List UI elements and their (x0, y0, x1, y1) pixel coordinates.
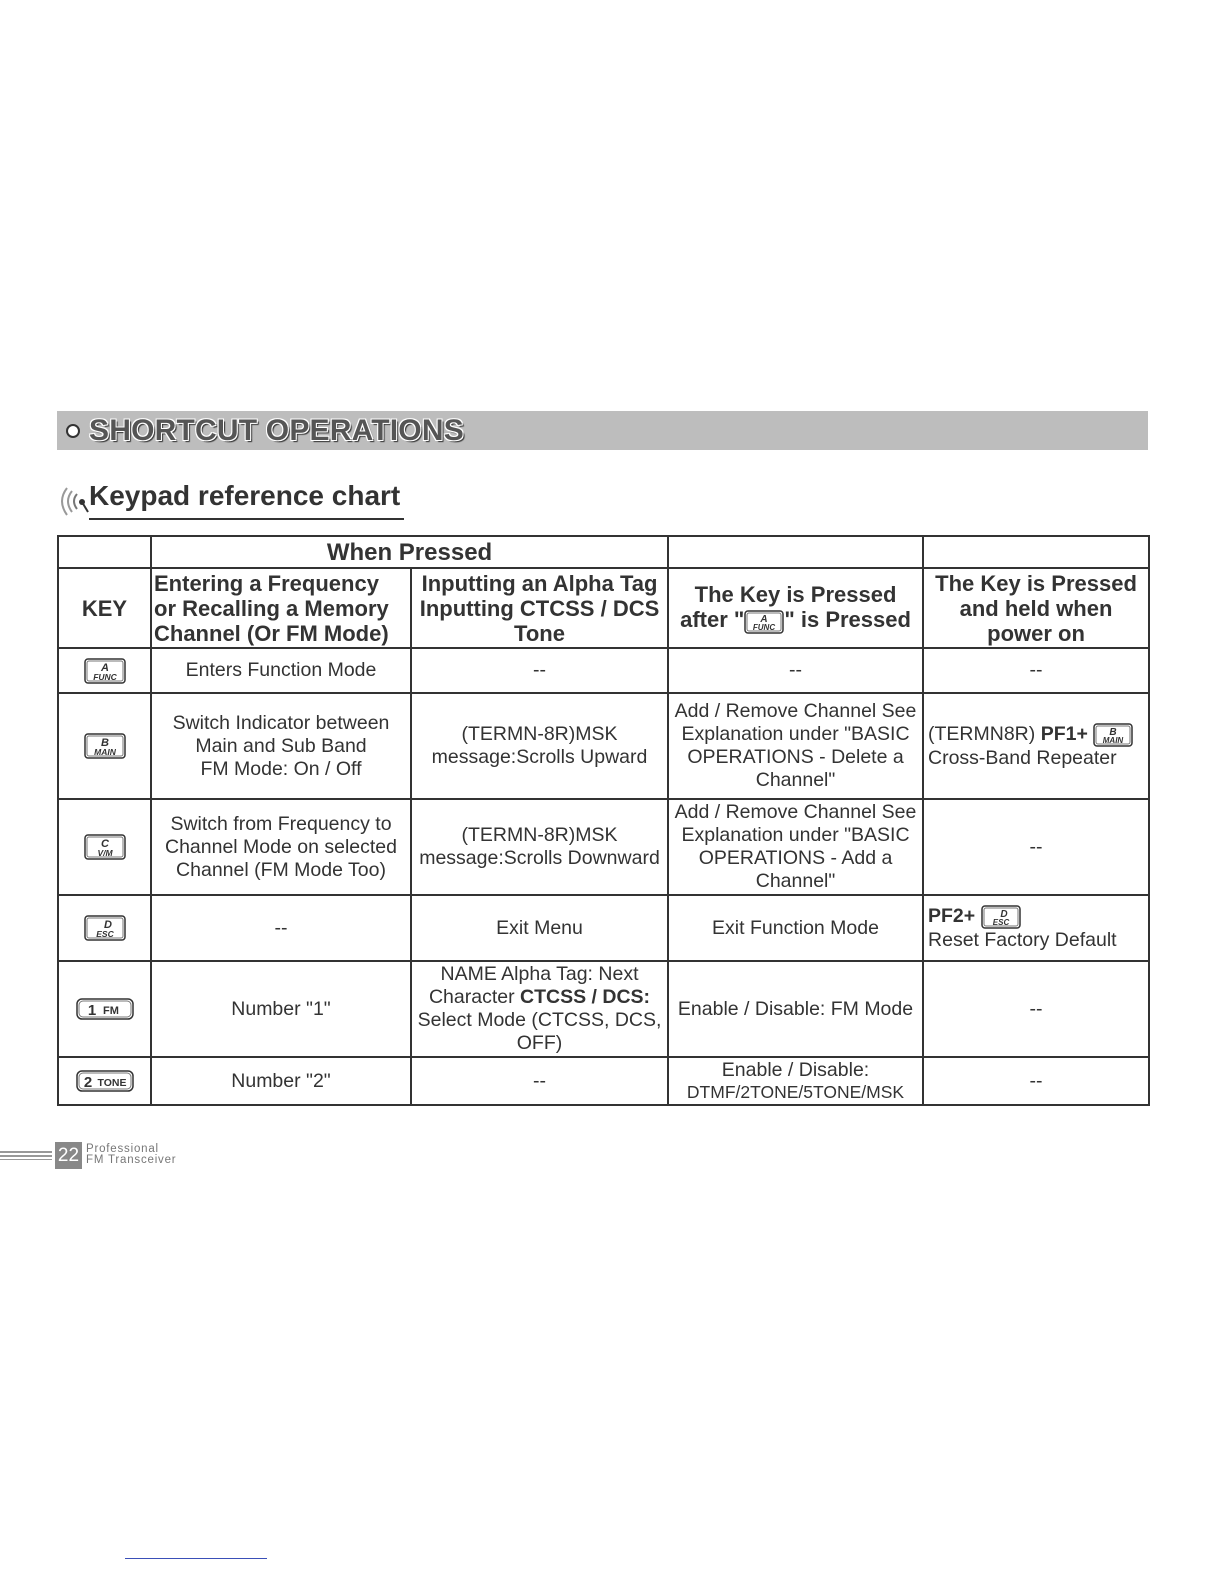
cell: -- (151, 895, 411, 961)
when-pressed-header: When Pressed (151, 536, 668, 568)
table-header-row (58, 568, 1149, 648)
cell: -- (411, 1057, 668, 1105)
held-power-on-header: The Key is Pressed and held when power on (923, 568, 1149, 648)
table-row (58, 895, 1149, 961)
svg-text:TONE: TONE (97, 1077, 126, 1090)
key-cell (58, 895, 151, 961)
table-row (58, 648, 1149, 693)
svg-text:ESC: ESC (992, 917, 1009, 927)
cell: -- (923, 961, 1149, 1057)
func-key-icon (84, 658, 126, 684)
esc-key-icon (84, 915, 126, 941)
cell: (TERMN8R) PF1+ B MAIN Cross-Band Repeater (923, 693, 1149, 799)
svg-text:A: A (760, 613, 768, 625)
svg-text:C: C (100, 838, 109, 850)
esc-key-icon (981, 905, 1021, 929)
cell: (TERMN-8R)MSK message:Scrolls Upward (411, 693, 668, 799)
table-row (58, 961, 1149, 1057)
subheading (55, 478, 404, 520)
cell: Exit Menu (411, 895, 668, 961)
table-row (58, 693, 1149, 799)
cell: -- (923, 1057, 1149, 1105)
vm-key-icon (84, 834, 126, 860)
table-group-header-row (58, 536, 1149, 568)
svg-text:B: B (100, 737, 109, 749)
key-cell (58, 1057, 151, 1105)
after-func-header: The Key is Pressed after " A FUNC " is Pressed (668, 568, 923, 648)
cell: Switch Indicator between Main and Sub Band FM Mode: On / Off (151, 693, 411, 799)
cell: Add / Remove Channel See Explanation under "BASIC OPERATIONS - Add a Channel" (668, 799, 923, 895)
section-header-bar (57, 411, 1148, 450)
cell: Enable / Disable: FM Mode (668, 961, 923, 1057)
signal-wave-icon (55, 482, 89, 520)
svg-text:FUNC: FUNC (753, 622, 776, 632)
key-cell (58, 799, 151, 895)
main-key-icon (84, 733, 126, 759)
cell: Add / Remove Channel See Explanation under "BASIC OPERATIONS - Delete a Channel" (668, 693, 923, 799)
cell: -- (923, 648, 1149, 693)
section-title: SHORTCUT OPERATIONS (89, 413, 464, 447)
keypad-reference-table (57, 535, 1150, 1106)
cell: -- (923, 799, 1149, 895)
svg-text:V/M: V/M (96, 848, 113, 858)
cell: Switch from Frequency to Channel Mode on selected Channel (FM Mode Too) (151, 799, 411, 895)
cell: PF2+ D ESC Reset Factory Default (923, 895, 1149, 961)
footer-lines-decoration (0, 1150, 52, 1160)
svg-text:A: A (100, 661, 109, 674)
cell: NAME Alpha Tag: Next Character CTCSS / DCS: Select Mode (CTCSS, DCS, OFF) (411, 961, 668, 1057)
header-empty-cell (668, 536, 923, 568)
svg-text:D: D (103, 919, 112, 931)
svg-text:D: D (999, 908, 1008, 920)
cell: Enable / Disable: DTMF/2TONE/5TONE/MSK (668, 1057, 923, 1105)
bullet-circle-icon (66, 424, 80, 438)
cell: Number "2" (151, 1057, 411, 1105)
func-key-icon (744, 610, 784, 634)
svg-text:2: 2 (83, 1074, 92, 1092)
cell: Exit Function Mode (668, 895, 923, 961)
one-fm-key-icon (76, 998, 134, 1020)
page-footer (0, 1142, 200, 1170)
svg-text:1: 1 (87, 1002, 96, 1020)
alpha-tag-header: Inputting an Alpha Tag Inputting CTCSS / DCS Tone (411, 568, 668, 648)
page-number: 22 (55, 1142, 82, 1169)
svg-text:FUNC: FUNC (92, 671, 117, 682)
cell: Number "1" (151, 961, 411, 1057)
header-empty-cell (923, 536, 1149, 568)
footer-brand: Professional FM Transceiver (86, 1143, 177, 1166)
entering-frequency-header: Entering a Frequency or Recalling a Memory Channel (Or FM Mode) (151, 568, 411, 648)
table-row (58, 1057, 1149, 1105)
key-cell (58, 961, 151, 1057)
cell: -- (411, 648, 668, 693)
table-row (58, 799, 1149, 895)
key-column-header: KEY (58, 568, 151, 648)
svg-text:MAIN: MAIN (93, 747, 116, 757)
header-empty-cell (58, 536, 151, 568)
subheading-title: Keypad reference chart (89, 480, 404, 520)
cell: -- (668, 648, 923, 693)
bottom-divider (125, 1558, 267, 1559)
svg-text:FM: FM (102, 1005, 119, 1018)
two-tone-key-icon (76, 1070, 134, 1092)
cell: (TERMN-8R)MSK message:Scrolls Downward (411, 799, 668, 895)
key-cell (58, 648, 151, 693)
main-key-icon (1093, 723, 1133, 747)
svg-text:MAIN: MAIN (1103, 735, 1124, 745)
svg-text:ESC: ESC (95, 929, 114, 939)
svg-text:B: B (1109, 726, 1117, 738)
cell: Enters Function Mode (151, 648, 411, 693)
key-cell (58, 693, 151, 799)
